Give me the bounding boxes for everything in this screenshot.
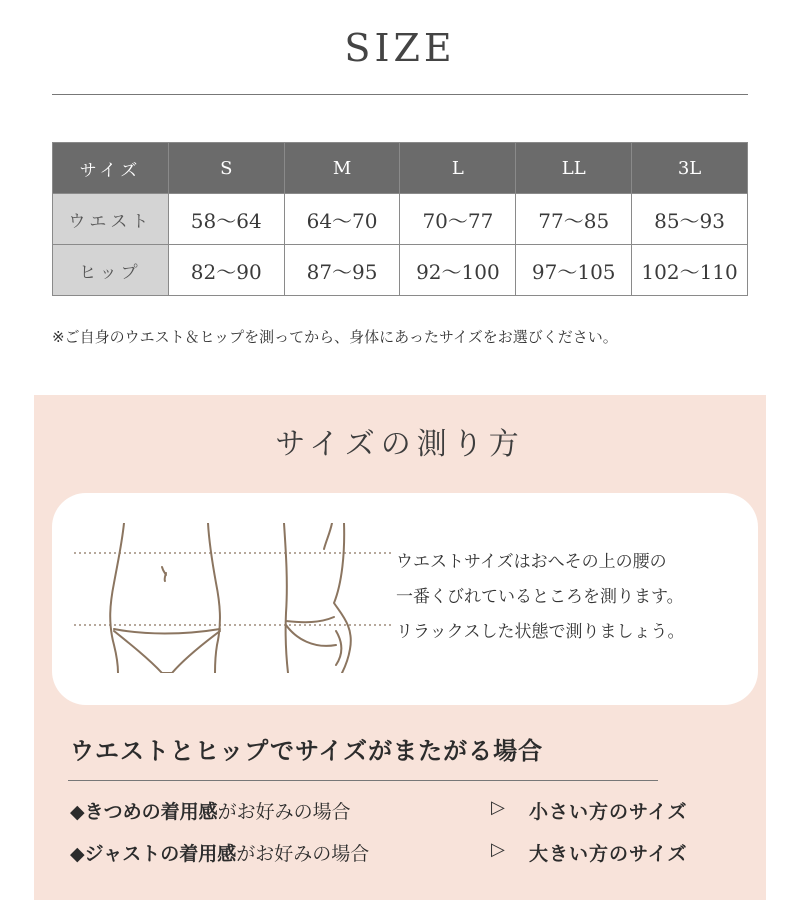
measure-card [52,493,758,705]
table-cell: 77～85 [516,194,632,245]
straddle-divider [68,780,658,781]
size-column-l: L [400,143,516,194]
rule-condition [70,839,369,866]
table-cell: 87～95 [284,245,400,296]
size-title: SIZE [344,26,456,70]
measure-instructions [396,545,756,650]
rule-row-tight [70,797,750,827]
size-column-m: M [284,143,400,194]
row-label-hip: ヒップ [53,245,169,296]
arrow-right-icon: ▷ [491,839,505,860]
table-cell: 102～110 [632,245,748,296]
table-cell: 58～64 [168,194,284,245]
rule-condition-suffix: がお好みの場合 [236,843,370,865]
table-cell: 97～105 [516,245,632,296]
measure-section [34,395,766,900]
table-cell: 70～77 [400,194,516,245]
diamond-bullet-icon: ◆ [70,801,85,823]
rule-condition-emphasis: ジャストの着用感 [84,843,237,865]
rule-condition [70,797,351,824]
size-column-ll: LL [516,143,632,194]
table-header-row [53,143,748,194]
rule-row-just [70,839,750,869]
rule-result: 大きい方のサイズ [529,843,688,865]
rule-result: 小さい方のサイズ [529,801,688,823]
size-column-s: S [168,143,284,194]
table-cell: 64～70 [284,194,400,245]
instruction-line: リラックスした状態で測りましょう。 [396,622,685,642]
size-column-3l: 3L [632,143,748,194]
rule-condition-suffix: がお好みの場合 [217,801,351,823]
table-cell: 92～100 [400,245,516,296]
size-table [52,142,748,296]
table-cell: 82～90 [168,245,284,296]
instruction-line: 一番くびれているところを測ります。 [396,587,684,607]
diamond-bullet-icon: ◆ [70,843,85,865]
size-header-cell: サイズ [53,143,169,194]
instruction-line: ウエストサイズはおへその上の腰の [396,552,667,572]
rule-condition-emphasis: きつめの着用感 [84,801,218,823]
table-row-hip [53,245,748,296]
measure-title: サイズの測り方 [275,427,525,462]
body-measurement-illustration-icon [74,523,394,673]
straddle-title: ウエストとヒップでサイズがまたがる場合 [70,737,544,765]
arrow-right-icon: ▷ [491,797,505,818]
title-divider [52,94,748,95]
size-note: ※ご自身のウエスト＆ヒップを測ってから、身体にあったサイズをお選びください。 [52,328,618,346]
row-label-waist: ウエスト [53,194,169,245]
table-cell: 85～93 [632,194,748,245]
table-row-waist [53,194,748,245]
